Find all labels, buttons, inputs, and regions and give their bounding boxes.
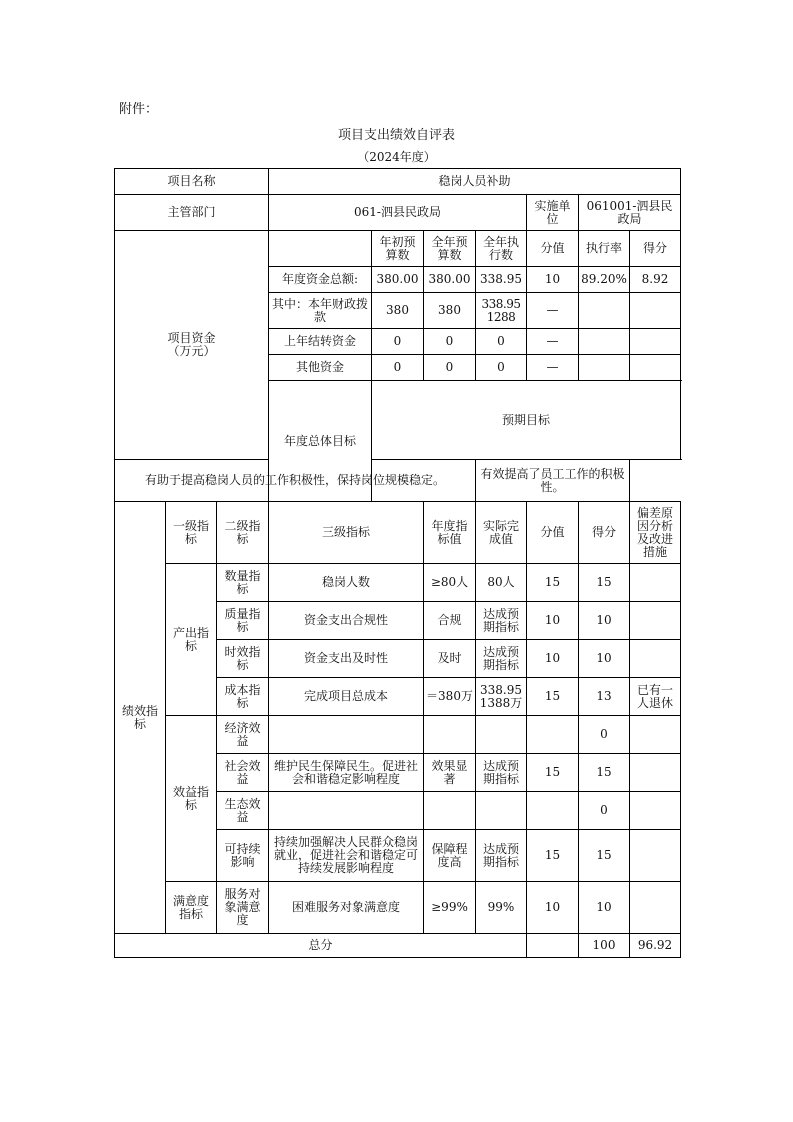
actual-value: 达成预期指标 bbox=[476, 602, 527, 640]
funds-initial-cell: 380.00 bbox=[372, 267, 424, 293]
funds-initial-cell: 380 bbox=[372, 293, 424, 329]
attachment-label: 附件： bbox=[119, 102, 159, 117]
actual-value: 338.951388万 bbox=[476, 678, 527, 716]
funds-header-cell: 全年执行数 bbox=[476, 231, 527, 267]
funds-rate-cell bbox=[579, 329, 630, 355]
impl-value: 061001-泗县民政局 bbox=[579, 195, 681, 231]
funds-rate-cell bbox=[579, 293, 630, 329]
level1-indicator: 产出指标 bbox=[166, 564, 217, 716]
level1-header: 一级指标 bbox=[166, 502, 217, 564]
level1-indicator: 效益指标 bbox=[166, 716, 217, 882]
funds-row-label: 上年结转资金 bbox=[269, 329, 372, 355]
funds-score-cell bbox=[630, 293, 681, 329]
actual-value bbox=[476, 716, 527, 754]
funds-executed-cell: 338.95 bbox=[476, 267, 527, 293]
target-header: 年度指标值 bbox=[424, 502, 476, 564]
funds-header-cell: 分值 bbox=[527, 231, 579, 267]
level3-indicator: 资金支出及时性 bbox=[269, 640, 424, 678]
funds-rate-cell bbox=[579, 355, 630, 381]
weight-value: 15 bbox=[527, 564, 579, 602]
level3-indicator: 完成项目总成本 bbox=[269, 678, 424, 716]
total-row bbox=[115, 934, 681, 958]
funds-header-cell: 得分 bbox=[630, 231, 681, 267]
funds-score-value-cell: — bbox=[527, 329, 579, 355]
funds-score-value-cell: 10 bbox=[527, 267, 579, 293]
score-value: 0 bbox=[579, 792, 630, 830]
actual-value bbox=[476, 792, 527, 830]
indicator-row bbox=[115, 716, 681, 754]
level2-indicator: 可持续影响 bbox=[217, 830, 269, 882]
weight-value: 10 bbox=[527, 882, 579, 934]
weight-value bbox=[527, 716, 579, 754]
deviation-note: 已有一人退休 bbox=[630, 678, 681, 716]
evaluation-table bbox=[114, 168, 681, 958]
funds-header-cell: 年初预算数 bbox=[372, 231, 424, 267]
funds-initial-cell: 0 bbox=[372, 329, 424, 355]
dept-value: 061-泗县民政局 bbox=[269, 195, 527, 231]
level3-indicator: 稳岗人数 bbox=[269, 564, 424, 602]
level3-indicator: 持续加强解决人民群众稳岗就业，促进社会和谐稳定可持续发展影响程度 bbox=[269, 830, 424, 882]
year-subtitle: （2024年度） bbox=[357, 150, 436, 164]
funds-score-cell bbox=[630, 355, 681, 381]
funds-score-cell: 8.92 bbox=[630, 267, 681, 293]
score-value: 13 bbox=[579, 678, 630, 716]
funds-score-value-cell: — bbox=[527, 355, 579, 381]
actual-value: 80人 bbox=[476, 564, 527, 602]
funds-initial-cell: 0 bbox=[372, 355, 424, 381]
impl-label: 实施单位 bbox=[527, 195, 579, 231]
deviation-note bbox=[630, 564, 681, 602]
funds-row-label: 其他资金 bbox=[269, 355, 372, 381]
project-name-row bbox=[115, 169, 681, 195]
actual-value: 达成预期指标 bbox=[476, 640, 527, 678]
deviation-note bbox=[630, 716, 681, 754]
project-name-value: 稳岗人员补助 bbox=[269, 169, 681, 195]
weight-value: 15 bbox=[527, 830, 579, 882]
funds-annual-cell: 380 bbox=[424, 293, 476, 329]
level2-indicator: 生态效益 bbox=[217, 792, 269, 830]
dept-label: 主管部门 bbox=[115, 195, 269, 231]
funds-score-value-cell: — bbox=[527, 293, 579, 329]
project-name-label: 项目名称 bbox=[115, 169, 269, 195]
weight-value: 10 bbox=[527, 640, 579, 678]
funds-header-cell: 全年预算数 bbox=[424, 231, 476, 267]
weight-header: 分值 bbox=[527, 502, 579, 564]
level2-indicator: 社会效益 bbox=[217, 754, 269, 792]
funds-annual-cell: 0 bbox=[424, 355, 476, 381]
target-value bbox=[424, 716, 476, 754]
level3-indicator bbox=[269, 716, 424, 754]
score-value: 15 bbox=[579, 564, 630, 602]
funds-annual-cell: 380.00 bbox=[424, 267, 476, 293]
target-value: 效果显著 bbox=[424, 754, 476, 792]
level2-indicator: 质量指标 bbox=[217, 602, 269, 640]
score-value: 10 bbox=[579, 602, 630, 640]
score-header: 得分 bbox=[579, 502, 630, 564]
level3-indicator: 困难服务对象满意度 bbox=[269, 882, 424, 934]
actual-value: 达成预期指标 bbox=[476, 754, 527, 792]
level2-indicator: 时效指标 bbox=[217, 640, 269, 678]
page-title: 项目支出绩效自评表 bbox=[337, 128, 455, 143]
funds-executed-cell: 0 bbox=[476, 329, 527, 355]
score-value: 0 bbox=[579, 716, 630, 754]
target-value: ≥99% bbox=[424, 882, 476, 934]
level2-indicator: 成本指标 bbox=[217, 678, 269, 716]
target-value: 合规 bbox=[424, 602, 476, 640]
funds-rate-cell: 89.20% bbox=[579, 267, 630, 293]
level2-indicator: 数量指标 bbox=[217, 564, 269, 602]
indicator-row bbox=[115, 564, 681, 602]
score-value: 10 bbox=[579, 882, 630, 934]
target-value: ＝380万 bbox=[424, 678, 476, 716]
weight-value: 10 bbox=[527, 602, 579, 640]
deviation-header: 偏差原因分析及改进措施 bbox=[630, 502, 681, 564]
goals-label: 年度总体目标 bbox=[269, 381, 372, 502]
score-value: 15 bbox=[579, 830, 630, 882]
weight-value: 15 bbox=[527, 678, 579, 716]
score-value: 15 bbox=[579, 754, 630, 792]
funds-row-label: 其中：本年财政拨款 bbox=[269, 293, 372, 329]
actual-value: 达成预期指标 bbox=[476, 830, 527, 882]
level3-indicator bbox=[269, 792, 424, 830]
level3-indicator: 维护民生保障民生。促进社会和谐稳定影响程度 bbox=[269, 754, 424, 792]
deviation-note bbox=[630, 792, 681, 830]
level1-indicator: 满意度指标 bbox=[166, 882, 217, 934]
funds-header-cell: 执行率 bbox=[579, 231, 630, 267]
indicator-row bbox=[115, 882, 681, 934]
deviation-note bbox=[630, 602, 681, 640]
total-weight: 100 bbox=[579, 934, 630, 958]
funds-row-label: 年度资金总额: bbox=[269, 267, 372, 293]
funds-header-blank bbox=[269, 231, 372, 267]
funds-label: 项目资金 （万元） bbox=[115, 231, 269, 460]
target-value: 及时 bbox=[424, 640, 476, 678]
actual-value: 99% bbox=[476, 882, 527, 934]
actual-goal-text: 有效提高了员工工作的积极性。 bbox=[476, 460, 630, 502]
total-score: 96.92 bbox=[630, 934, 681, 958]
target-value: 保障程度高 bbox=[424, 830, 476, 882]
target-value: ≥80人 bbox=[424, 564, 476, 602]
expected-goal-label: 预期目标 bbox=[372, 381, 681, 460]
funds-executed-cell: 338.951288 bbox=[476, 293, 527, 329]
funds-executed-cell: 0 bbox=[476, 355, 527, 381]
weight-value: 15 bbox=[527, 754, 579, 792]
total-label: 总分 bbox=[115, 934, 527, 958]
funds-annual-cell: 0 bbox=[424, 329, 476, 355]
level2-indicator: 服务对象满意度 bbox=[217, 882, 269, 934]
deviation-note bbox=[630, 754, 681, 792]
department-row bbox=[115, 195, 681, 231]
target-value bbox=[424, 792, 476, 830]
level3-header: 三级指标 bbox=[269, 502, 424, 564]
funds-header-row bbox=[115, 231, 681, 267]
score-value: 10 bbox=[579, 640, 630, 678]
actual-header: 实际完成值 bbox=[476, 502, 527, 564]
deviation-note bbox=[630, 882, 681, 934]
indicators-label: 绩效指标 bbox=[115, 502, 166, 934]
level2-indicator: 经济效益 bbox=[217, 716, 269, 754]
level2-header: 二级指标 bbox=[217, 502, 269, 564]
deviation-note bbox=[630, 830, 681, 882]
deviation-note bbox=[630, 640, 681, 678]
level3-indicator: 资金支出合规性 bbox=[269, 602, 424, 640]
weight-value bbox=[527, 792, 579, 830]
expected-goal-text: 有助于提高稳岗人员的工作积极性，保持岗位规模稳定。 bbox=[115, 460, 476, 502]
total-blank bbox=[527, 934, 579, 958]
indicator-header-row bbox=[115, 502, 681, 564]
funds-score-cell bbox=[630, 329, 681, 355]
goals-content-row bbox=[115, 460, 681, 502]
